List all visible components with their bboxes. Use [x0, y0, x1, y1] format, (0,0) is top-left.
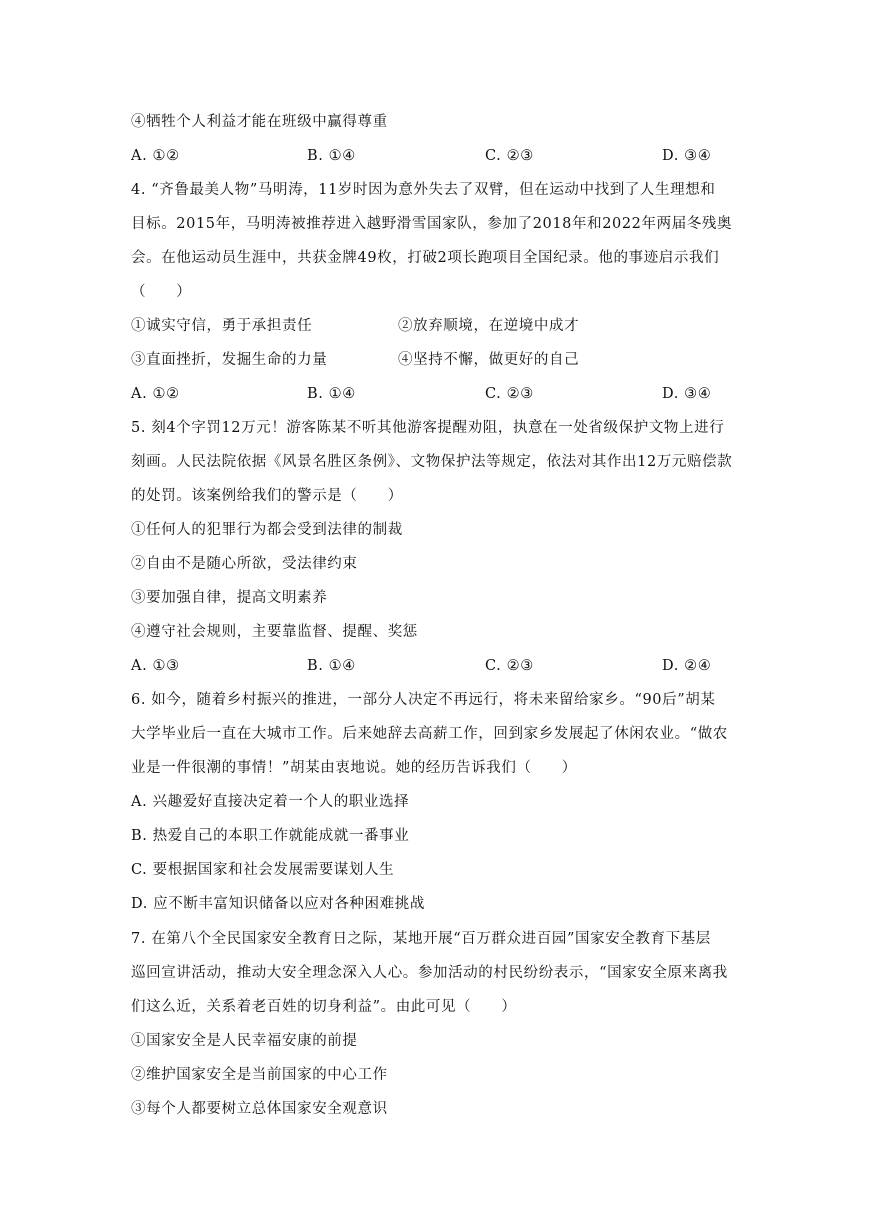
q4-option-2: ②放弃顺境，在逆境中成才 — [398, 318, 580, 334]
q5-answer-d[interactable]: D. ②④ — [662, 658, 712, 674]
q5-stem-line-3: 的处罚。该案例给我们的警示是（ ） — [131, 488, 403, 504]
q6-answer-b[interactable]: B. 热爱自己的本职工作就能成就一番事业 — [131, 828, 410, 844]
q4-stem-line-1: 4. “齐鲁最美人物”马明涛，11岁时因为意外失去了双臂，但在运动中找到了人生理想和 — [131, 182, 716, 198]
q4-answer-a[interactable]: A. ①② — [131, 386, 180, 402]
q4-option-3: ③直面挫折，发掘生命的力量 — [131, 352, 328, 368]
q5-option-2: ②自由不是随心所欲，受法律约束 — [131, 556, 358, 572]
q5-option-4: ④遵守社会规则，主要靠监督、提醒、奖惩 — [131, 624, 418, 640]
q5-stem-line-1: 5. 刻4个字罚12万元！游客陈某不听其他游客提醒劝阻，执意在一处省级保护文物上进行 — [131, 420, 725, 436]
q5-answer-a[interactable]: A. ①③ — [131, 658, 180, 674]
q5-stem-line-2: 刻画。人民法院依据《风景名胜区条例》、文物保护法等规定，依法对其作出12万元赔偿款 — [131, 454, 733, 470]
q4-answer-d[interactable]: D. ③④ — [662, 386, 712, 402]
q6-answer-a[interactable]: A. 兴趣爱好直接决定着一个人的职业选择 — [131, 794, 410, 810]
q5-option-3: ③要加强自律，提高文明素养 — [131, 590, 328, 606]
q4-answer-c[interactable]: C. ②③ — [485, 386, 534, 402]
q4-answer-b[interactable]: B. ①④ — [307, 386, 356, 402]
q7-stem-line-1: 7. 在第八个全民国家安全教育日之际，某地开展“百万群众进百园”国家安全教育下基层 — [131, 931, 711, 947]
q7-option-1: ①国家安全是人民幸福安康的前提 — [131, 1033, 358, 1049]
q6-stem-line-3: 业是一件很潮的事情！”胡某由衷地说。她的经历告诉我们（ ） — [131, 760, 577, 776]
q3-option-4: ④牺牲个人利益才能在班级中赢得尊重 — [131, 114, 388, 130]
q5-answer-b[interactable]: B. ①④ — [307, 658, 356, 674]
q5-answer-c[interactable]: C. ②③ — [485, 658, 534, 674]
q3-answer-d[interactable]: D. ③④ — [662, 148, 712, 164]
q7-stem-line-3: 们这么近，关系着老百姓的切身利益”。由此可见（ ） — [131, 999, 517, 1015]
q4-stem-line-4: （ ） — [131, 284, 192, 300]
q6-stem-line-1: 6. 如今，随着乡村振兴的推进，一部分人决定不再远行，将未来留给家乡。“90后”胡某 — [131, 692, 716, 708]
q3-answer-b[interactable]: B. ①④ — [307, 148, 356, 164]
q7-option-3: ③每个人都要树立总体国家安全观意识 — [131, 1101, 388, 1117]
q6-answer-c[interactable]: C. 要根据国家和社会发展需要谋划人生 — [131, 862, 395, 878]
q3-answer-a[interactable]: A. ①② — [131, 148, 180, 164]
q4-stem-line-2: 目标。2015年，马明涛被推荐进入越野滑雪国家队，参加了2018年和2022年两届冬残奥 — [131, 216, 733, 232]
q7-stem-line-2: 巡回宣讲活动，推动大安全理念深入人心。参加活动的村民纷纷表示，“国家安全原来离我 — [131, 965, 728, 981]
q4-option-1: ①诚实守信，勇于承担责任 — [131, 318, 313, 334]
q3-answer-c[interactable]: C. ②③ — [485, 148, 534, 164]
q4-option-4: ④坚持不懈，做更好的自己 — [398, 352, 580, 368]
q6-stem-line-2: 大学毕业后一直在大城市工作。后来她辞去高薪工作，回到家乡发展起了休闲农业。“做农 — [131, 726, 728, 742]
q6-answer-d[interactable]: D. 应不断丰富知识储备以应对各种困难挑战 — [131, 896, 425, 912]
q4-stem-line-3: 会。在他运动员生涯中，共获金牌49枚，打破2项长跑项目全国纪录。他的事迹启示我们 — [131, 250, 720, 266]
q7-option-2: ②维护国家安全是当前国家的中心工作 — [131, 1067, 388, 1083]
q5-option-1: ①任何人的犯罪行为都会受到法律的制裁 — [131, 522, 403, 538]
